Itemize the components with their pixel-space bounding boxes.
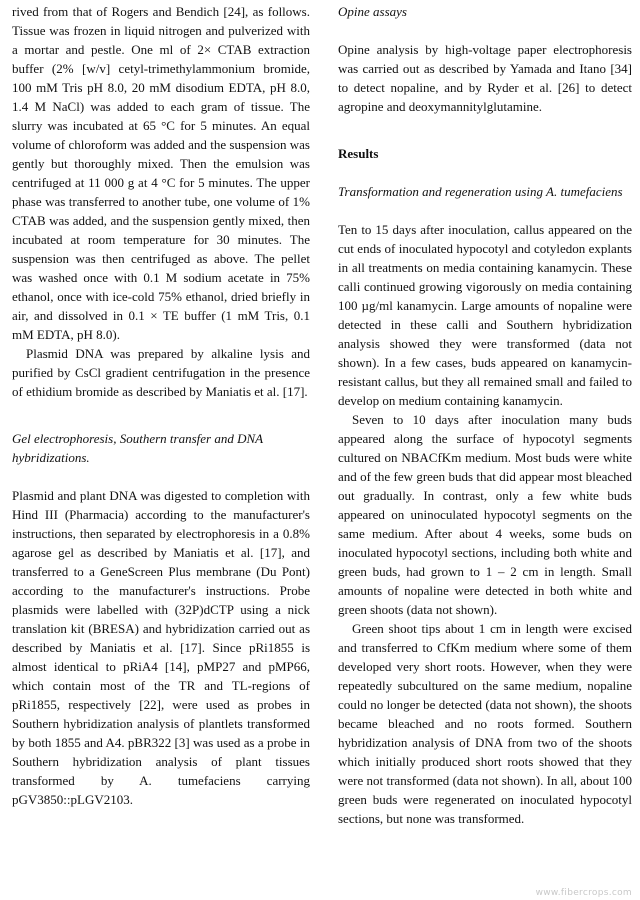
- shoot-tips-paragraph: Green shoot tips about 1 cm in length were excised and transferred to CfKm medium where some of them developed very short roots. However, when they were repeatedly subcultured on the same medium, nopaline could no longer be detected (data not shown), the shoots became bleached and no roots formed. Southern hybridization analysis of DNA from two of the shoots which initially produced short roots showed that they were not transformed (data not shown). In all, about 100 green buds were regenerated on inoculated hypocotyl sections, but none was transformed.: [338, 621, 632, 826]
- plasmid-dna-paragraph: Plasmid DNA was prepared by alkaline lysis and purified by CsCl gradient centrifugation in the presence of ethidium bromide as described by Maniatis et al. [17].: [12, 346, 310, 399]
- spacer: [338, 116, 632, 144]
- transformation-heading: Transformation and regeneration using A. tumefaciens: [338, 184, 623, 199]
- site-watermark: www.fibercrops.com: [535, 888, 632, 898]
- spacer: [338, 21, 632, 40]
- spacer: [12, 401, 310, 429]
- spacer: [338, 163, 632, 182]
- spacer: [338, 201, 632, 220]
- opine-assays-paragraph: Opine analysis by high-voltage paper electrophoresis was carried out as described by Yamada and Itano [34] to detect nopaline, and by Ryder et al. [26] to detect agropine and deoxymannitylglutamine.: [338, 42, 632, 114]
- left-column: [12, 2, 310, 809]
- opine-assays-heading: Opine assays: [338, 4, 407, 19]
- results-heading: Results: [338, 146, 379, 161]
- spacer: [12, 467, 310, 486]
- gel-electrophoresis-heading: Gel electrophoresis, Southern transfer and DNA hybridizations.: [12, 431, 263, 465]
- gel-electrophoresis-paragraph: Plasmid and plant DNA was digested to completion with Hind III (Pharmacia) according to the manufacturer's instructions, then separated by electrophoresis in a 0.8% agarose gel as described by Maniatis et al. [17], and transferred to a GeneScreen Plus membrane (Du Pont) according to the manufacturer's instructions. Probe plasmids were labelled with (32P)dCTP using a nick translation kit (BRESA) and hybridization carried out as described by Maniatis et al. [17]. Since pRi1855 is almost identical to pRiA4 [14], pMP27 and pMP66, which contain most of the TR and TL-regions of pRi1855, respectively [22], were used as probes in Southern hybridization analysis of plantlets transformed by both 1855 and A4. pBR322 [3] was used as a probe in Southern hybridization analysis of plant tissues transformed by A. tumefaciens carrying pGV3850::pLGV2103.: [12, 488, 310, 807]
- callus-paragraph: Ten to 15 days after inoculation, callus appeared on the cut ends of inoculated hypocotyl and cotyledon explants in all treatments on media containing kanamycin. These calli continued growing vigorously on media containing 100 µg/ml kanamycin. Large amounts of nopaline were detected in these calli and Southern hybridization analysis showed they were transformed (data not shown). In a few cases, buds appeared on kanamycin-resistant callus, but they all remained small and failed to develop on medium containing kanamycin.: [338, 222, 632, 408]
- buds-paragraph: Seven to 10 days after inoculation many buds appeared along the surface of hypocotyl segments cultured on NBACfKm medium. Most buds were white and of the few green buds that did appear most bleached out gradually. In contrast, only a few white buds appeared on uninoculated hypocotyl segments on the same medium. After about 4 weeks, some buds on inoculated hypocotyl sections, including both white and green buds, had grown to 1 – 2 cm in length. Small amounts of nopaline were detected in both white and green shoots (data not shown).: [338, 412, 632, 617]
- methods-ctab-paragraph: rived from that of Rogers and Bendich [24], as follows. Tissue was frozen in liquid nitrogen and pulverized with a mortar and pestle. One ml of 2× CTAB extraction buffer (2% [w/v] cetyl-trimethylammonium bromide, 100 mM Tris pH 8.0, 20 mM disodium EDTA, pH 8.0, 1.4 M NaCl) was added to each gram of tissue. The slurry was incubated at 65 °C for 5 minutes. An equal volume of chloroform was added and the suspension was gently but thoroughly mixed. Then the emulsion was centrifuged at 11 000 g at 4 °C for 5 minutes. The upper phase was transferred to another tube, one volume of 1% CTAB was added, and the suspension gently mixed, then incubated at room temperature for 30 minutes. The suspension was then centrifuged as above. The pellet was washed once with 0.1 M sodium acetate in 75% ethanol, once with ice-cold 75% ethanol, dried briefly in air, and dissolved in 0.1 × TE buffer (1 mM Tris, 0.1 mM EDTA, pH 8.0).: [12, 4, 310, 342]
- right-column: [338, 2, 632, 828]
